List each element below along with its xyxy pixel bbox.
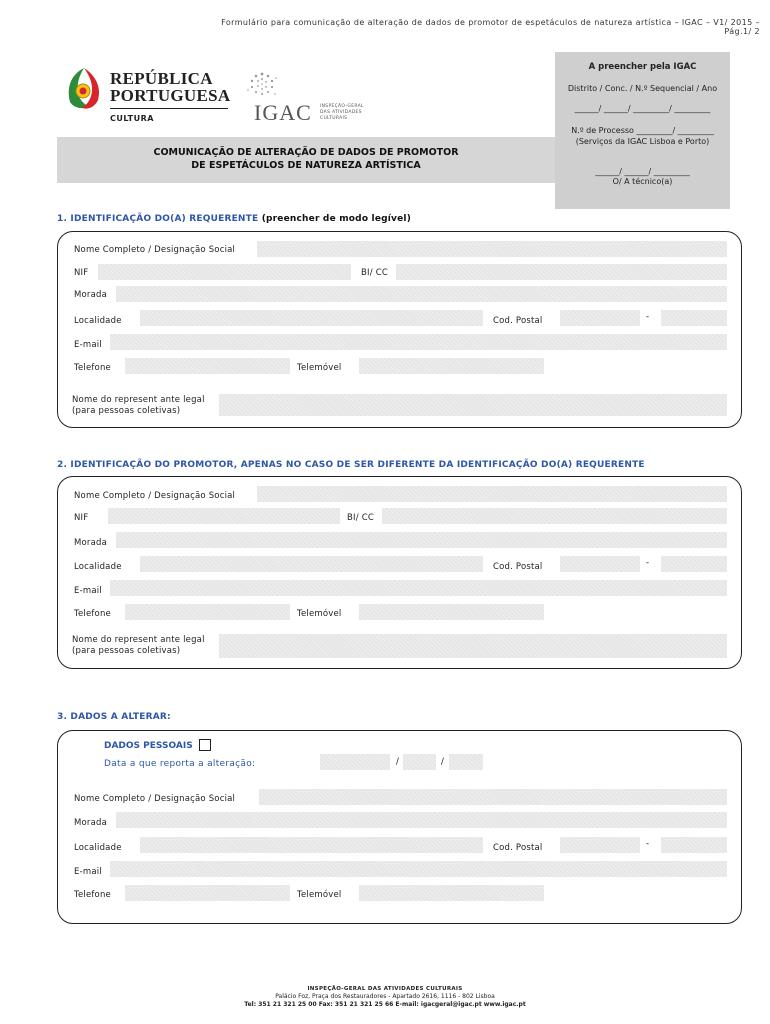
dados-pessoais-label: DADOS PESSOAIS [104,741,193,751]
s1-localidade-label: Localidade [74,316,122,326]
s3-localidade-field[interactable] [140,837,483,853]
s2-email-label: E-mail [74,586,102,596]
igac-subtitle-line3: CULTURAIS [320,116,348,121]
igac-box-district-labels: Distrito / Conc. / N.º Sequencial / Ano [567,84,718,93]
s3-localidade-label: Localidade [74,843,122,853]
data-day-field[interactable] [320,754,390,770]
data-slash-2: / [441,757,445,767]
rp-logo-divider [110,108,228,109]
s2-nif-field[interactable] [108,508,340,524]
s2-localidade-field[interactable] [140,556,483,572]
igac-box-signature-blanks: ______/ ______/ _________ [595,167,690,176]
s3-codpostal-label: Cod. Postal [493,843,543,853]
section1-note: (preencher de modo legível) [261,214,412,224]
footer-org-name: INSPEÇÃO-GERAL DAS ATIVIDADES CULTURAIS [307,986,463,992]
s2-bi-label: BI/ CC [347,513,374,523]
form-title-box [57,137,555,183]
s2-codpostal-dash: - [646,558,650,568]
s2-codpostal-field1[interactable] [560,556,640,572]
s1-telemovel-field[interactable] [359,358,544,374]
s1-rep-label1: Nome do represent ante legal [72,395,205,405]
igac-use-box [555,52,730,209]
s1-telefone-label: Telefone [74,363,111,373]
s1-email-field[interactable] [110,334,727,350]
s2-morada-label: Morada [74,538,108,548]
s3-morada-field[interactable] [116,812,727,828]
s2-bi-field[interactable] [382,508,727,524]
s3-nome-field[interactable] [259,789,727,805]
s1-rep-label2: (para pessoas coletivas) [72,406,181,416]
section1-title [57,214,411,224]
data-slash-1: / [396,757,400,767]
s2-rep-field[interactable] [219,634,727,658]
igac-subtitle-line1: INSPEÇÃO-GERAL [320,104,364,109]
s1-telemovel-label: Telemóvel [297,363,342,373]
form-title-line2: DE ESPETÁCULOS DE NATUREZA ARTÍSTICA [191,160,421,171]
s2-nome-label: Nome Completo / Designação Social [74,491,236,501]
s1-rep-field[interactable] [219,394,727,416]
flag-emblem-icon [62,66,106,112]
s1-codpostal-dash: - [646,312,650,322]
s2-localidade-label: Localidade [74,562,122,572]
rp-logo-cultura: CULTURA [110,114,154,123]
s2-email-field[interactable] [110,580,727,596]
s1-morada-label: Morada [74,290,108,300]
s3-email-label: E-mail [74,867,102,877]
s3-morada-label: Morada [74,818,108,828]
dados-pessoais-checkbox[interactable] [199,739,211,751]
igac-swirl-icon [242,68,282,102]
s1-nome-field[interactable] [257,241,727,257]
s2-telemovel-field[interactable] [359,604,544,620]
s1-localidade-field[interactable] [140,310,483,326]
s2-telefone-field[interactable] [125,604,290,620]
s3-codpostal-field2[interactable] [661,837,727,853]
s1-nome-label: Nome Completo / Designação Social [74,245,236,255]
s3-nome-label: Nome Completo / Designação Social [74,794,236,804]
igac-logo [238,68,388,130]
igac-logo-subtitle [320,104,390,122]
s1-morada-field[interactable] [116,286,727,302]
s1-email-label: E-mail [74,340,102,350]
s1-codpostal-field1[interactable] [560,310,640,326]
rp-logo-line1: REPÚBLICA [110,69,213,88]
footer-address: Palácio Foz, Praça dos Restauradores - Apartado 2616, 1116 - 802 Lisboa [275,993,495,1000]
s3-telemovel-label: Telemóvel [297,890,342,900]
s3-codpostal-field1[interactable] [560,837,640,853]
igac-box-heading: A preencher pela IGAC [588,62,697,72]
data-month-field[interactable] [403,754,436,770]
s2-telefone-label: Telefone [74,609,111,619]
rp-logo-line2: PORTUGUESA [110,86,231,105]
form-title [57,146,555,172]
data-reporta-label: Data a que reporta a alteração: [104,759,256,769]
igac-box-technician: O/ A técnico(a) [612,177,673,186]
s1-telefone-field[interactable] [125,358,290,374]
s1-bi-field[interactable] [396,264,727,280]
republica-portuguesa-logo [62,66,242,128]
form-reference-header: Formulário para comunicação de alteração de dados de promotor de espetáculos de natureza artística – IGAC – V1/ 2015 – Pág.1/ 2 [221,18,760,36]
s1-nif-field[interactable] [98,264,351,280]
form-title-line1: COMUNICAÇÃO DE ALTERAÇÃO DE DADOS DE PROMOTOR [153,147,459,158]
s2-codpostal-field2[interactable] [661,556,727,572]
s2-rep-label2: (para pessoas coletivas) [72,646,181,656]
s3-telemovel-field[interactable] [359,885,544,901]
s2-nome-field[interactable] [257,486,727,502]
s3-telefone-field[interactable] [125,885,290,901]
igac-box-process-number: N.º de Processo _________/ _________ [571,126,714,135]
igac-box-services: (Serviços da IGAC Lisboa e Porto) [575,137,710,146]
s2-codpostal-label: Cod. Postal [493,562,543,572]
s2-rep-label1: Nome do represent ante legal [72,635,205,645]
s3-email-field[interactable] [110,861,727,877]
section3-title: 3. DADOS A ALTERAR: [57,712,171,722]
igac-box-district-blanks: ______/ ______/ _________/ _________ [574,104,711,113]
s2-telemovel-label: Telemóvel [297,609,342,619]
s2-nif-label: NIF [74,513,89,523]
igac-subtitle-line2: DAS ATIVIDADES [320,110,362,115]
s3-telefone-label: Telefone [74,890,111,900]
footer-contacts: Tel: 351 21 321 25 00 Fax: 351 21 321 25 66 E-mail: igacgeral@igac.pt www.igac.pt [244,1001,526,1008]
data-year-field[interactable] [449,754,483,770]
s1-bi-label: BI/ CC [361,268,388,278]
igac-logo-text: IGAC [254,100,312,125]
s1-codpostal-field2[interactable] [661,310,727,326]
section2-title: 2. IDENTIFICAÇÃO DO PROMOTOR, APENAS NO CASO DE SER DIFERENTE DA IDENTIFICAÇÃO DO(A) REQUERENTE [57,460,645,470]
s2-morada-field[interactable] [116,532,727,548]
s1-nif-label: NIF [74,268,89,278]
s1-codpostal-label: Cod. Postal [493,316,543,326]
page-footer [0,985,770,1009]
section1-title-text: 1. IDENTIFICAÇÃO DO(A) REQUERENTE [57,214,259,224]
s3-codpostal-dash: - [646,839,650,849]
